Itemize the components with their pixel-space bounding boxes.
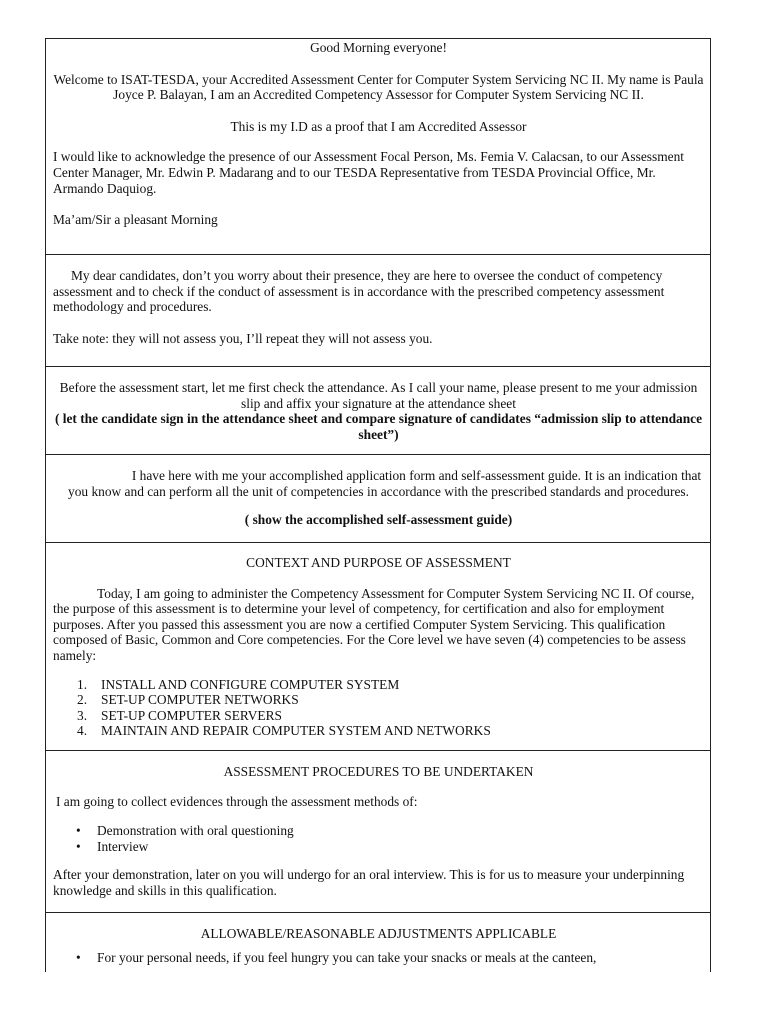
section-attendance (46, 367, 710, 455)
section-adjustments (46, 913, 710, 972)
procedures-heading: ASSESSMENT PROCEDURES TO BE UNDERTAKEN (223, 764, 534, 779)
script-table (45, 38, 711, 972)
competency-item: 1. INSTALL AND CONFIGURE COMPUTER SYSTEM (77, 676, 400, 692)
competency-item: 3. SET-UP COMPUTER SERVERS (77, 707, 282, 723)
methods-list (53, 823, 704, 854)
context-heading: CONTEXT AND PURPOSE OF ASSESSMENT (246, 555, 511, 570)
attendance-paragraph: Before the assessment start, let me first check the attendance. As I call your name, please present to me your admission slip and affix your signature at the attendance sheet (59, 380, 698, 411)
self-assessment-instruction: ( show the accomplished self-assessment guide) (244, 512, 513, 528)
section-application-form (46, 455, 710, 543)
context-paragraph: Today, I am going to administer the Competency Assessment for Computer System Servicing NC II. Of course, the purpose of this assessment is to determine your level of competency, for certification and also for employment purposes. After you passed this assessment you are now a certified Computer System Servicing. This qualification composed of Basic, Common and Core competencies. For the Core level we have seven (4) competencies to be assess namely: (53, 585, 695, 663)
section-greeting (46, 39, 710, 255)
attendance-instruction: ( let the candidate sign in the attendance sheet and compare signature of candidates “admission slip to attendance sheet”) (54, 411, 703, 442)
welcome-paragraph: Welcome to ISAT-TESDA, your Accredited Assessment Center for Computer System Servicing NC II. My name is Paula Joyce P. Balayan, I am an Accredited Competency Assessor for Computer System Servicing NC II. (53, 71, 704, 103)
greeting-line: Good Morning everyone! (310, 40, 447, 55)
application-paragraph: I have here with me your accomplished application form and self-assessment guide. It is an indication that you know and can perform all the unit of competencies in accordance with the prescribed standards and procedures. (68, 468, 702, 499)
adjustments-heading: ALLOWABLE/REASONABLE ADJUSTMENTS APPLICABLE (200, 926, 557, 941)
competency-item: 4. MAINTAIN AND REPAIR COMPUTER SYSTEM AND NETWORKS (77, 723, 491, 739)
section-context-purpose (46, 543, 710, 751)
competency-item: 2. SET-UP COMPUTER NETWORKS (77, 692, 299, 708)
candidates-paragraph: My dear candidates, don’t you worry about their presence, they are here to oversee the conduct of competency assessment and to check if the conduct of assessment is in accordance with the prescribed competency assessment methodology and procedures. (53, 268, 665, 315)
adjustments-list (53, 950, 704, 966)
procedures-intro: I am going to collect evidences through the assessment methods of: (56, 793, 418, 809)
pleasant-morning-line: Ma’am/Sir a pleasant Morning (53, 212, 218, 228)
section-assessment-procedures (46, 751, 710, 913)
method-item: • Interview (76, 838, 149, 854)
competency-list (53, 677, 704, 739)
take-note-line: Take note: they will not assess you, I’ll repeat they will not assess you. (53, 330, 433, 346)
procedures-paragraph: After your demonstration, later on you will undergo for an oral interview. This is for us to measure your underpinning knowledge and skills in this qualification. (53, 867, 685, 898)
adjustment-item: • For your personal needs, if you feel hungry you can take your snacks or meals at the canteen, (76, 949, 597, 965)
method-item: • Demonstration with oral questioning (76, 823, 294, 839)
id-proof-line: This is my I.D as a proof that I am Accredited Assessor (230, 118, 527, 134)
section-candidates-note (46, 255, 710, 367)
acknowledge-paragraph: I would like to acknowledge the presence of our Assessment Focal Person, Ms. Femia V. Calacsan, to our Assessment Center Manager, Mr. Edwin P. Madarang and to our TESDA Representative from TESDA Provincial Office, Mr. Armando Daquiog. (53, 149, 684, 196)
